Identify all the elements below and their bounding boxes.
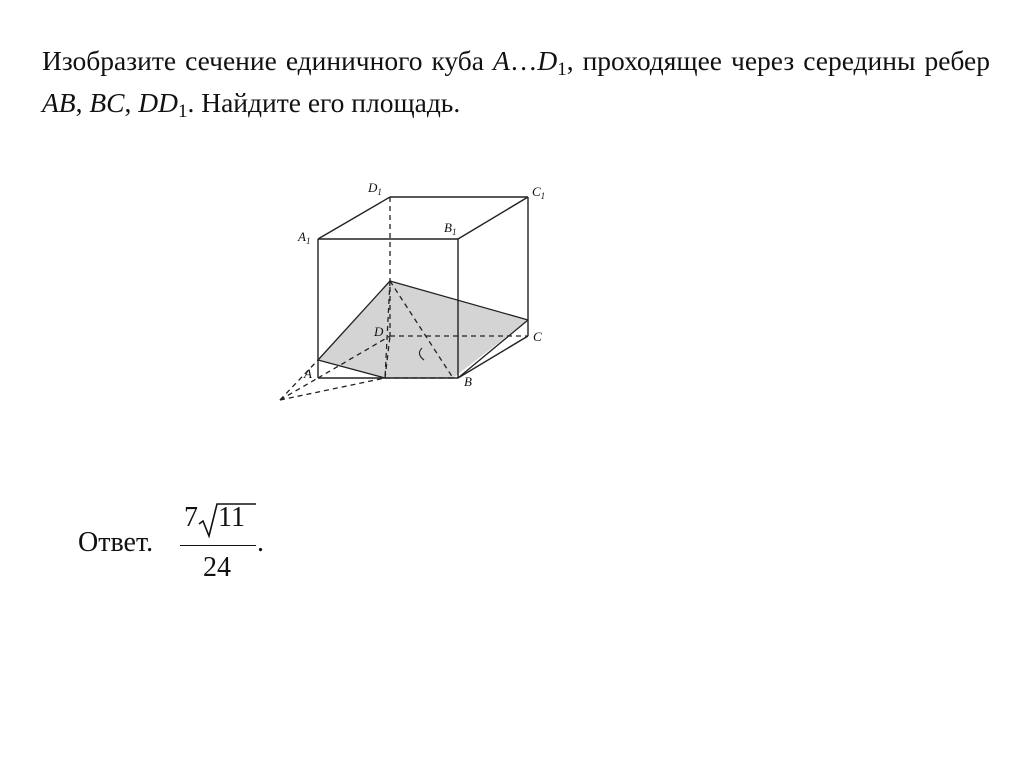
separator-2: ,: [124, 87, 139, 118]
label-a1: $A_1$: [298, 229, 311, 246]
edge-dd1-subscript: 1: [177, 101, 188, 122]
fraction-numerator: [176, 500, 258, 540]
edge-bc: BC: [89, 87, 125, 118]
numerator-coefficient: 7: [184, 502, 198, 533]
separator-1: ,: [75, 87, 90, 118]
cube-vertex-d: D: [537, 45, 558, 76]
answer-label: Ответ.: [78, 527, 154, 558]
problem-text-1: Изобразите сечение единичного куба: [42, 45, 494, 76]
label-d1: $D_1$: [368, 180, 382, 197]
edge-a1-d1: [318, 197, 390, 239]
label-b1: $B_1$: [444, 220, 457, 237]
label-d: D: [374, 324, 384, 339]
label-c1: $C_1$: [532, 184, 546, 201]
edge-dd1: DD: [138, 87, 178, 118]
fraction-bar: [180, 545, 256, 546]
cube-vertex-a: A: [493, 45, 510, 76]
answer-fraction: [176, 500, 258, 583]
cube-section-polygon: [318, 281, 528, 378]
ellipsis: …: [509, 45, 538, 76]
problem-text-2: , проходящее через середины ребер: [566, 45, 990, 76]
extension-line-2: [280, 378, 385, 400]
cube-figure: [270, 168, 570, 418]
edge-b1-c1: [458, 197, 528, 239]
label-a: A: [304, 366, 312, 381]
numerator-radicand: 11: [218, 502, 245, 533]
cube-vertex-subscript: 1: [557, 59, 567, 80]
label-c: C: [533, 329, 542, 344]
edge-ab: AB: [42, 87, 76, 118]
fraction-denominator: 24: [203, 552, 231, 583]
extension-line-1: [280, 360, 318, 400]
label-b: B: [464, 374, 472, 389]
problem-statement: [42, 40, 990, 124]
extension-line-3: [280, 378, 318, 400]
answer-period: .: [257, 527, 264, 558]
problem-text-3: . Найдите его площадь.: [187, 87, 461, 118]
